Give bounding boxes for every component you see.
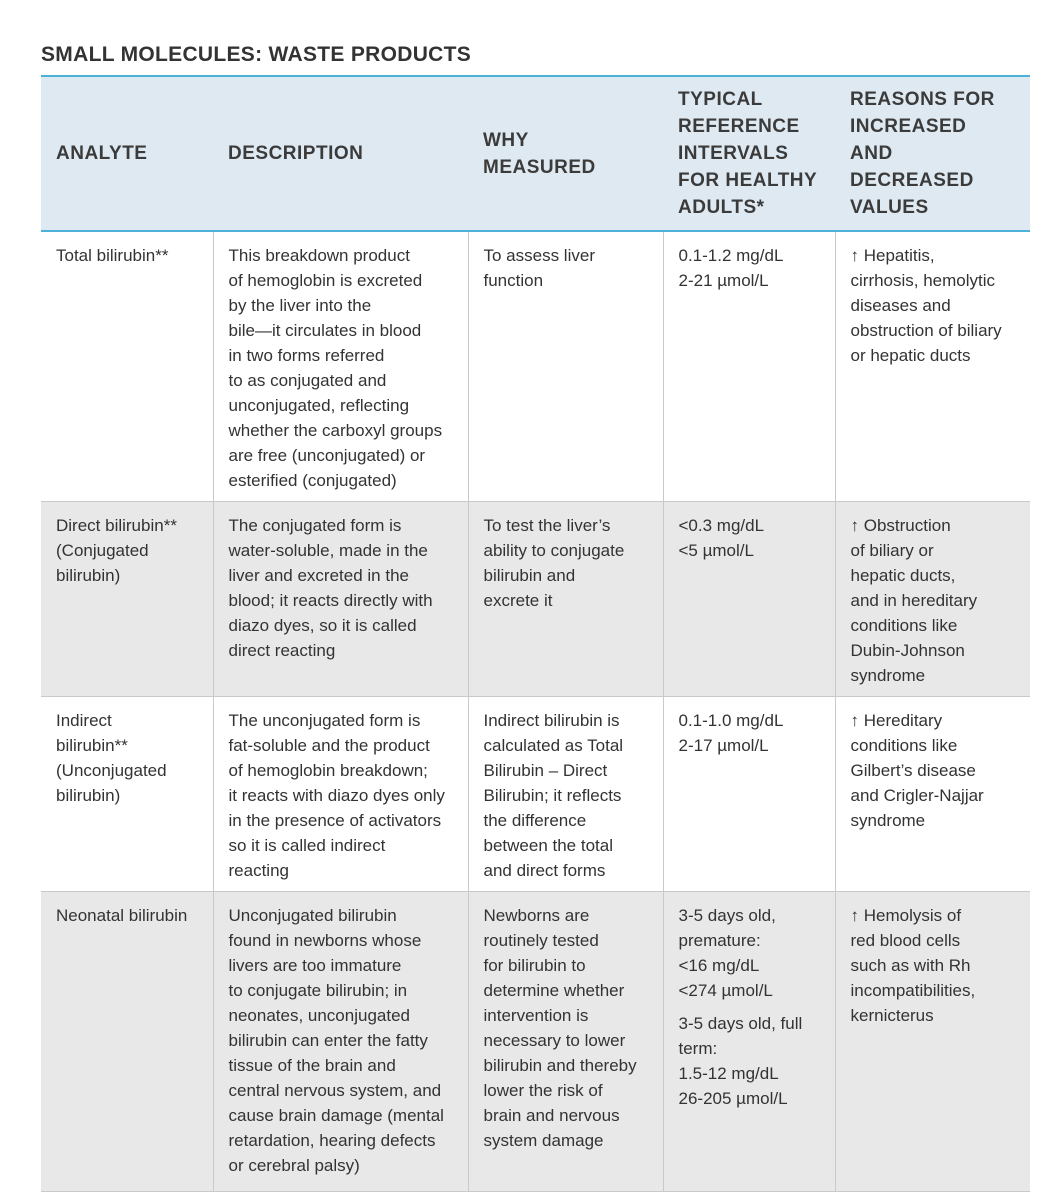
header-analyte: ANALYTE: [41, 76, 213, 231]
increase-arrow-icon: ↑: [850, 711, 859, 730]
cell-description: The conjugated form is water-soluble, made in the liver and excreted in the blood; it reacts directly with diazo dyes, so it is called direct reacting: [213, 502, 468, 697]
cell-description: This breakdown product of hemoglobin is excreted by the liver into the bile—it circulates in blood in two forms referred to as conjugated and unconjugated, reflecting whether the carboxyl groups are free (unconjugated) or esterified (conjugated): [213, 231, 468, 502]
header-row: [41, 76, 1030, 231]
increase-arrow-icon: ↑: [850, 516, 859, 535]
section-title: SMALL MOLECULES: WASTE PRODUCTS: [41, 43, 472, 66]
cell-why-measured: Newborns are routinely tested for bilirubin to determine whether intervention is necessary to lower bilirubin and thereby lower the risk of brain and nervous system damage: [468, 892, 663, 1192]
cell-analyte: Neonatal bilirubin: [41, 892, 213, 1192]
cell-analyte: Direct bilirubin** (Conjugated bilirubin): [41, 502, 213, 697]
cell-why-measured: Indirect bilirubin is calculated as Total Bilirubin – Direct Bilirubin; it reflects the difference between the total and direct forms: [468, 697, 663, 892]
reference-table: [41, 75, 1030, 1192]
cell-reference-intervals: 0.1-1.0 mg/dL 2-17 µmol/L: [663, 697, 835, 892]
table-row: [41, 892, 1030, 1192]
cell-reference-intervals: <0.3 mg/dL <5 µmol/L: [663, 502, 835, 697]
cell-analyte: Indirect bilirubin** (Unconjugated bilirubin): [41, 697, 213, 892]
table-row: [41, 697, 1030, 892]
cell-description: Unconjugated bilirubin found in newborns whose livers are too immature to conjugate bilirubin; in neonates, unconjugated bilirubin can enter the fatty tissue of the brain and central nervous system, and cause brain damage (mental retardation, hearing defects or cerebral palsy): [213, 892, 468, 1192]
cell-why-measured: To assess liver function: [468, 231, 663, 502]
cell-description: The unconjugated form is fat-soluble and the product of hemoglobin breakdown; it reacts with diazo dyes only in the presence of activators so it is called indirect reacting: [213, 697, 468, 892]
table-row: [41, 231, 1030, 502]
cell-reasons: ↑ Hemolysis of red blood cells such as with Rh incompatibilities, kernicterus: [835, 892, 1030, 1192]
header-why-measured: WHY MEASURED: [468, 76, 663, 231]
cell-reasons: ↑ Obstruction of biliary or hepatic ducts, and in hereditary conditions like Dubin-Johnson syndrome: [835, 502, 1030, 697]
cell-reasons: ↑ Hereditary conditions like Gilbert’s disease and Crigler-Najjar syndrome: [835, 697, 1030, 892]
table-row: [41, 502, 1030, 697]
cell-analyte: Total bilirubin**: [41, 231, 213, 502]
header-reference-intervals: TYPICAL REFERENCE INTERVALS FOR HEALTHY ADULTS*: [663, 76, 835, 231]
increase-arrow-icon: ↑: [850, 246, 859, 265]
cell-reasons: ↑ Hepatitis, cirrhosis, hemolytic diseases and obstruction of biliary or hepatic ducts: [835, 231, 1030, 502]
header-description: DESCRIPTION: [213, 76, 468, 231]
cell-reference-intervals: 0.1-1.2 mg/dL 2-21 µmol/L: [663, 231, 835, 502]
cell-reference-intervals: 3-5 days old, premature: <16 mg/dL <274 µmol/L 3-5 days old, full term: 1.5-12 mg/dL 26-205 µmol/L: [663, 892, 835, 1192]
increase-arrow-icon: ↑: [850, 906, 859, 925]
header-reasons: REASONS FOR INCREASED AND DECREASED VALUES: [835, 76, 1030, 231]
cell-why-measured: To test the liver’s ability to conjugate bilirubin and excrete it: [468, 502, 663, 697]
